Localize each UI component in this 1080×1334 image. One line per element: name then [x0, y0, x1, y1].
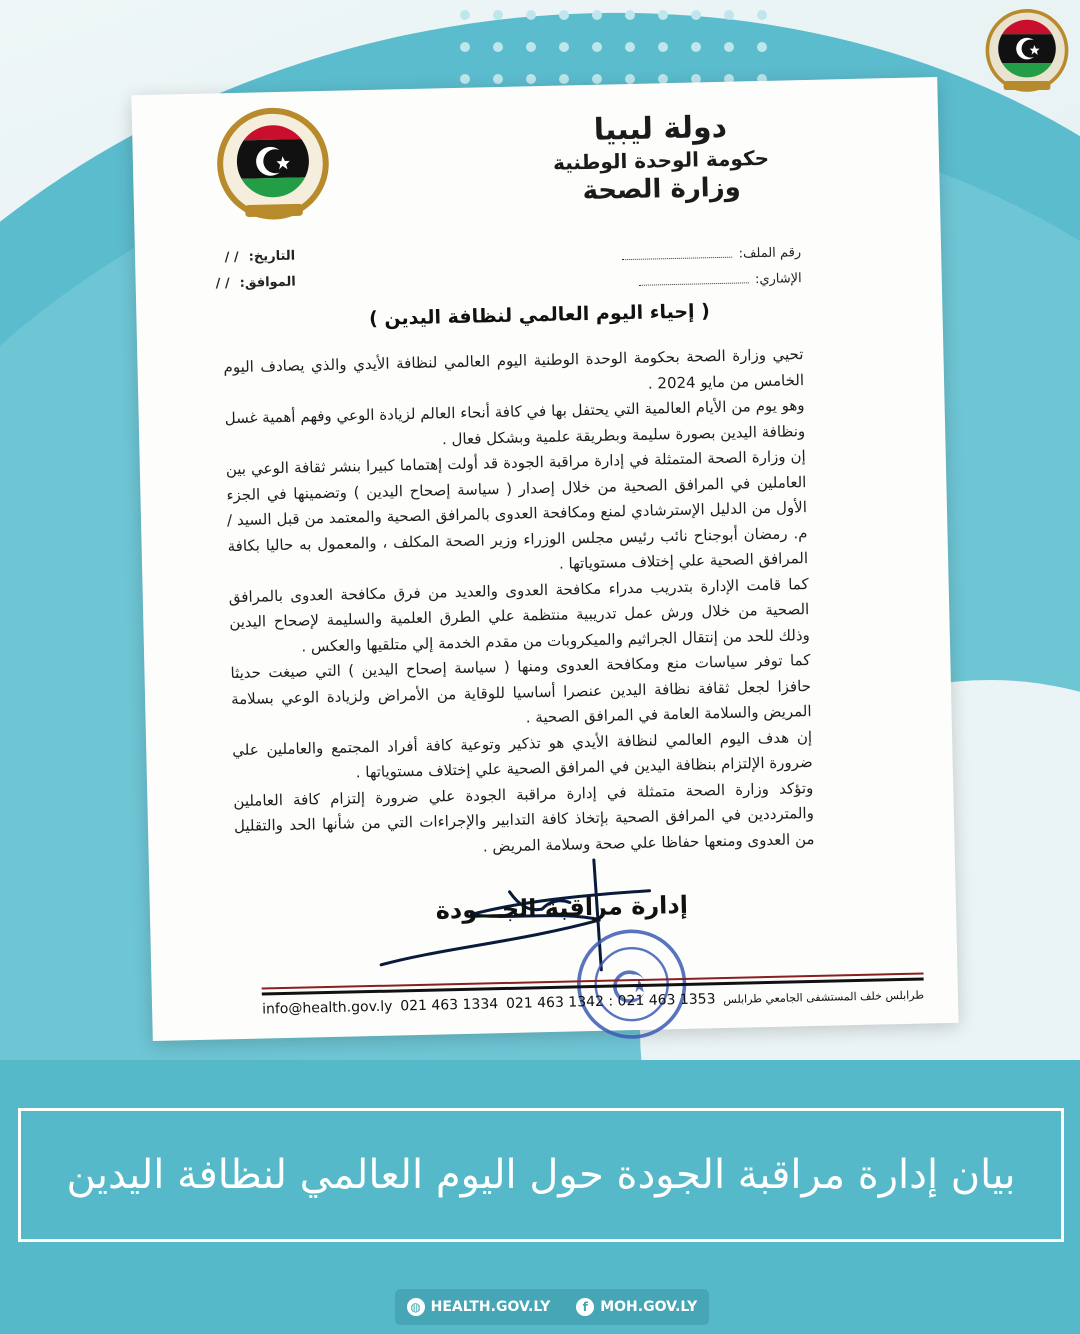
signatory: إدارة مراقبة الجـــودة [435, 890, 689, 925]
paragraph: إن وزارة الصحة المتمثلة في إدارة مراقبة الجودة قد أولت إهتماما كبيرا بنشر ثقافة الوعي بين العاملين في المرافق الصحية من خلال إصدار ( سياسة إصحاح اليدين ) وتضمينها في الجزء الأول من الدليل الإسترشادي لمنع ومكافحة العدوى بالمرافق الصحية والمعتمد من قبل السيد / م. رمضان أبوجناح نائب رئيس مجلس الوزراء وزير الصحة المكلف ، والمعمول به حاليا بكافة المرافق الصحية علي إختلاف مستوياتها . [225, 447, 809, 573]
title-banner [18, 1108, 1064, 1242]
letter-subject: ( إحياء اليوم العالمي لنظافة اليدين ) [368, 300, 711, 330]
social-links-bar [395, 1289, 709, 1325]
government-seal-icon [212, 105, 335, 228]
facebook-icon: f [576, 1298, 594, 1316]
reference-label: الإشاري: [754, 271, 802, 288]
header-government: حكومة الوحدة الوطنية [552, 145, 770, 175]
footer-fax: 021 463 1334 [400, 996, 499, 1015]
file-number-label: رقم الملف: [738, 245, 802, 262]
decorative-dots [460, 10, 790, 84]
facebook-label: MOH.GOV.LY [600, 1299, 698, 1315]
footer-phones: 021 463 1342 : 021 463 1353 [505, 991, 716, 1012]
paragraph: تحيي وزارة الصحة بحكومة الوحدة الوطنية اليوم العالمي لنظافة الأيدي والذي يصادف اليوم الخامس من مايو 2024 . [223, 345, 805, 393]
paragraph: كما توفر سياسات منع ومكافحة العدوى ومنها ( سياسة إصحاح اليدين ) التي صيغت حديثا حافزا لجعل ثقافة نظافة اليدين عنصرا أساسيا للوقاية من الأمراض ولزيادة الوعي بسلامة المريض والسلامة العامة في المرافق الصحية . [230, 651, 812, 727]
letter-header [552, 109, 770, 207]
paragraph: إن هدف اليوم العالمي لنظافة الأيدي هو تذكير وتوعية كافة أفراد المجتمع والعاملين علي ضرورة الإلتزام بنظافة اليدين في المرافق الصحية علي إختلاف مستوياتها . [232, 727, 813, 782]
paragraph: وتؤكد وزارة الصحة متمثلة في إدارة مراقبة الجودة علي ضرورة إلتزام كافة العاملين والمترددين في المرافق الصحية بإتخاذ كافة التدابير والإجراءات التي من شأنها الحد والتقليل من العدوى ومنعها حفاظا علي صحة وسلامة المريض . [233, 778, 815, 855]
date-meta: التاريخ:/ / الموافق:/ / [215, 248, 296, 292]
paragraph: كما قامت الإدارة بتدريب مدراء مكافحة العدوى والعديد من فرق مكافحة العدوى بالمرافق الصحية من خلال ورش عمل تدريبية منتظمة علي الطرق العلمية والسليمة لإصحاح اليدين وذلك للحد من إنتقال الجراثيم والميكروبات من مقدم الخدمة إلي متلقيها والعكس . [228, 574, 810, 656]
date-label: التاريخ: [248, 248, 296, 265]
banner-title: بيان إدارة مراقبة الجودة حول اليوم العالمي لنظافة اليدين [66, 1152, 1016, 1198]
website-label: HEALTH.GOV.LY [430, 1299, 551, 1315]
globe-icon: ◍ [407, 1298, 425, 1316]
ministry-emblem-icon [982, 8, 1072, 100]
letter-document [131, 77, 958, 1041]
facebook-link[interactable] [576, 1298, 697, 1316]
paragraph: وهو يوم من الأيام العالمية التي يحتفل بها في كافة أنحاء العالم لزيادة الوعي وفهم أهمية غسل ونظافة اليدين بصورة سليمة وبطريقة علمية وبشكل فعال . [224, 396, 806, 448]
header-ministry: وزارة الصحة [582, 172, 742, 207]
website-link[interactable] [407, 1298, 551, 1316]
footer-email: info@health.gov.ly [261, 998, 393, 1018]
header-country: دولة ليبيا [593, 109, 728, 148]
corresponding-date-label: الموافق: [239, 274, 296, 291]
letter-body [223, 342, 814, 865]
file-meta [622, 240, 802, 296]
footer-address: طرابلس خلف المستشفى الجامعي طرابلس [723, 988, 925, 1006]
